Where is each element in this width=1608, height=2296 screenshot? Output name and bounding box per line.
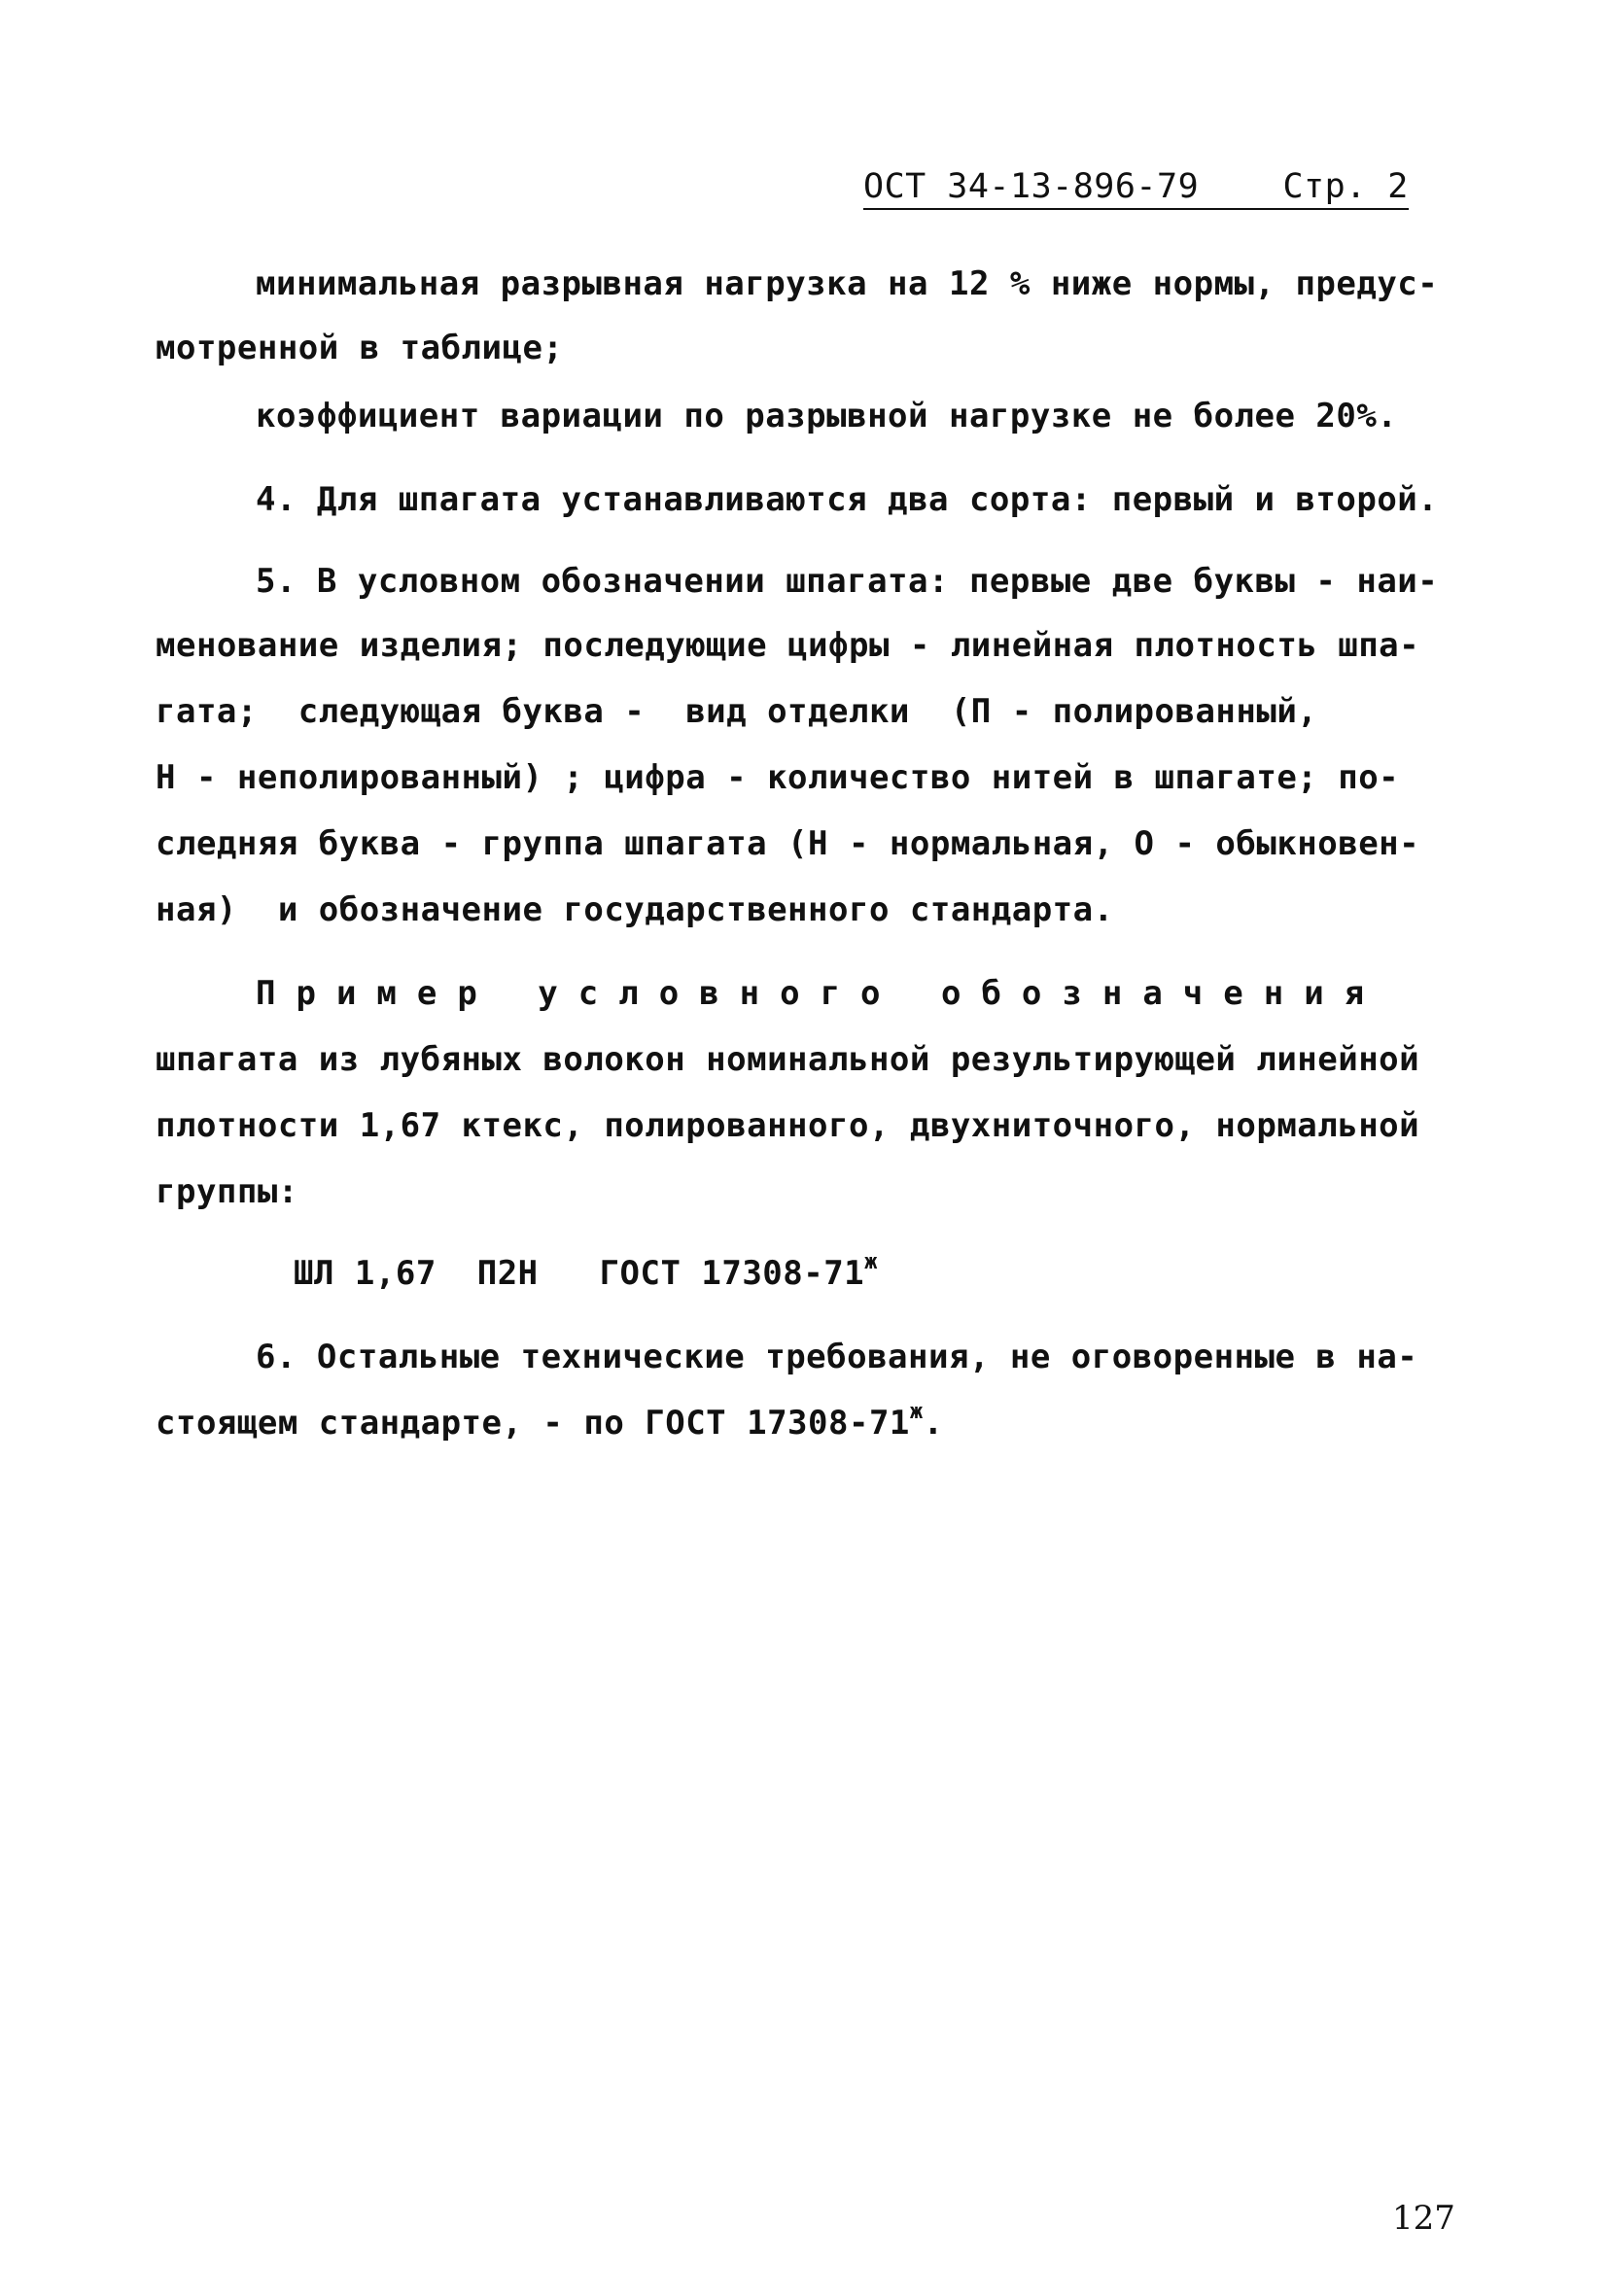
text-line: следняя буква - группа шпагата (Н - нормальная, О - обыкновен- <box>156 824 1420 863</box>
text-line: менование изделия; последующие цифры - линейная плотность шпа- <box>156 626 1420 665</box>
text-line: минимальная разрывная нагрузка на 12 % ниже нормы, предус- <box>256 264 1439 303</box>
standard-designation: ОСТ 34-13-896-79 <box>863 167 1200 206</box>
page-header <box>863 167 1409 210</box>
text-line: мотренной в таблице; <box>156 329 564 367</box>
page-number: 127 <box>1392 2199 1455 2238</box>
text-line: коэффициент вариации по разрывной нагрузке не более 20%. <box>256 397 1398 435</box>
clause-6-period: . <box>923 1404 944 1443</box>
footnote-mark: ж <box>864 1250 878 1274</box>
text-line: Н - неполированный) ; цифра - количество нитей в шпагате; по- <box>156 758 1400 797</box>
text-line: группы: <box>156 1172 298 1211</box>
clause-6: 6. Остальные технические требования, не оговоренные в на- <box>256 1338 1418 1376</box>
clause-6-end-text: стоящем стандарте, - по ГОСТ 17308-71 <box>156 1404 910 1443</box>
example-designation-text: ШЛ 1,67 П2Н ГОСТ 17308-71 <box>294 1254 865 1293</box>
clause-4: 4. Для шпагата устанавливаются два сорта: первый и второй. <box>256 480 1439 519</box>
text-line: шпагата из лубяных волокон номинальной результирующей линейной <box>156 1040 1420 1079</box>
clause-5: 5. В условном обозначении шпагата: первые две буквы - наи- <box>256 562 1439 601</box>
footnote-mark: ж <box>909 1400 924 1424</box>
text-line: ная) и обозначение государственного стандарта. <box>156 890 1114 929</box>
text-line-clause-6-end <box>156 1400 944 1443</box>
page-label: Стр. 2 <box>1282 167 1409 206</box>
text-line: плотности 1,67 ктекс, полированного, двухниточного, нормальной <box>156 1106 1420 1145</box>
example-designation <box>294 1250 878 1293</box>
text-line: гата; следующая буква - вид отделки (П - полированный, <box>156 692 1318 731</box>
example-heading: Пример условного обозначения <box>256 974 1385 1013</box>
